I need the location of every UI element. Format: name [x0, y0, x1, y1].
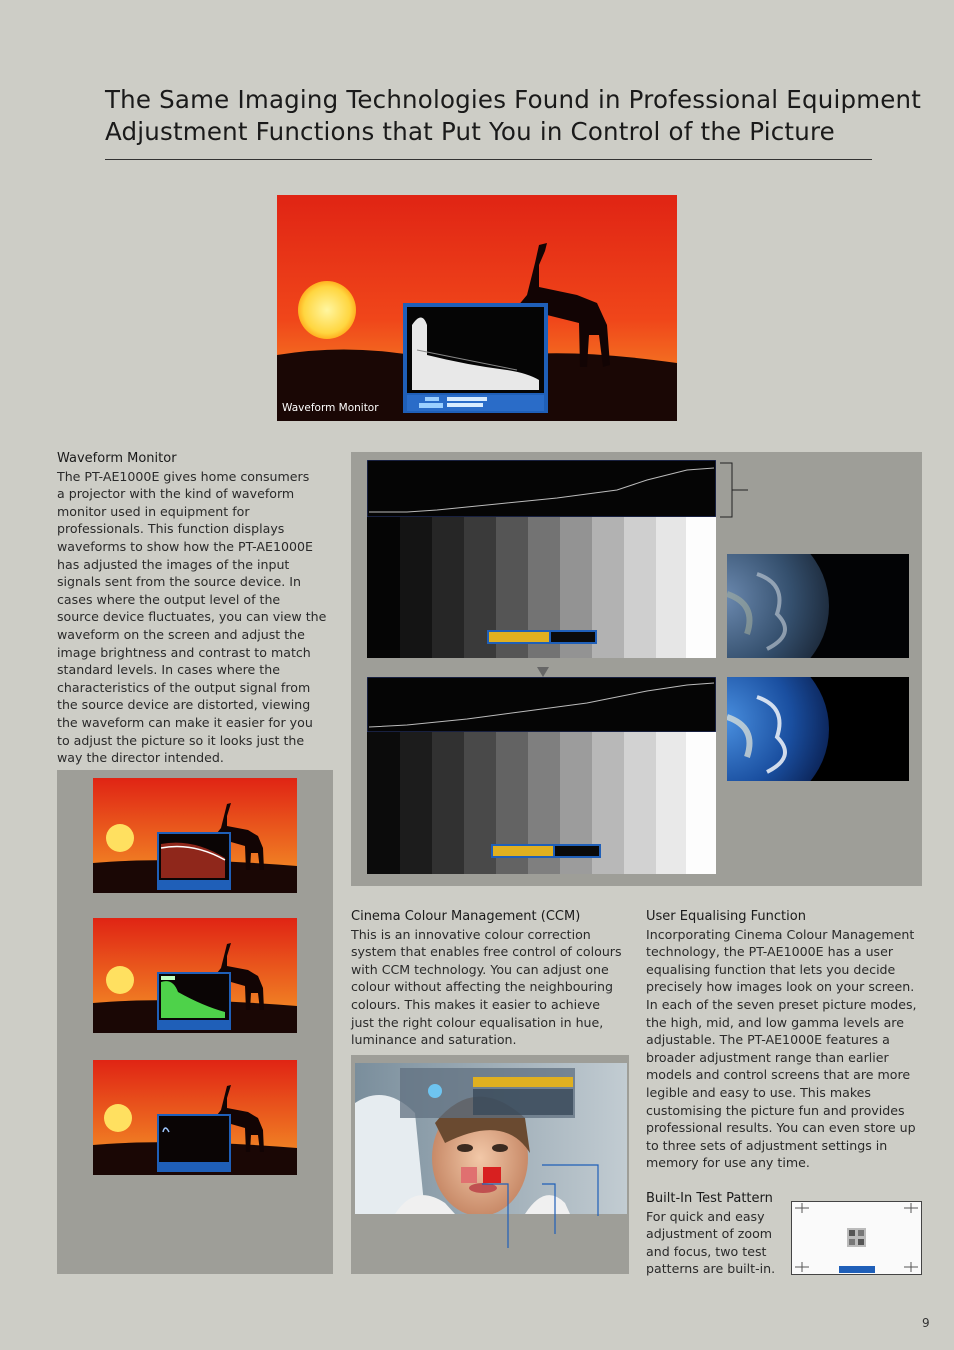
text-line: with CCM technology. You can adjust one	[351, 961, 609, 977]
text-line: the source device are distorted, viewing	[57, 697, 311, 713]
text-line: a projector with the kind of waveform	[57, 486, 295, 502]
text-line: image brightness and contrast to match	[57, 644, 311, 660]
text-line: waveforms to show how the PT-AE1000E	[57, 538, 313, 554]
page-number: 9	[922, 1316, 930, 1330]
waveform-example-2	[93, 918, 297, 1033]
text-line: legible and easy to use. This makes	[646, 1084, 871, 1100]
waveform-title: Waveform Monitor	[57, 451, 177, 466]
text-line: colour without affecting the neighbouring	[351, 979, 614, 995]
page-heading	[105, 84, 922, 148]
ccm-text-block	[351, 908, 636, 1049]
text-line: In each of the seven preset picture modes,	[646, 996, 917, 1012]
waveform-example-1	[93, 778, 297, 893]
heading-line-1: The Same Imaging Technologies Found in Professional Equipment	[105, 85, 922, 114]
sunset-giraffe-illustration	[277, 195, 677, 421]
waveform-example-3	[93, 1060, 297, 1175]
arrow-down-icon	[537, 662, 549, 672]
text-line: colours. This makes it easier to achieve	[351, 996, 601, 1012]
earth-image-after	[727, 677, 909, 781]
text-line: to adjust the picture so it looks just the	[57, 732, 305, 748]
text-line: For quick and easy	[646, 1208, 765, 1224]
text-line: Incorporating Cinema Colour Management	[646, 926, 915, 942]
text-line: broader adjustment range than earlier	[646, 1049, 889, 1065]
ccm-callout-lines	[480, 1164, 600, 1250]
heading-divider	[105, 159, 872, 160]
text-line: and focus, two test	[646, 1243, 767, 1259]
hero-image	[277, 195, 677, 421]
text-line: adjustment of zoom	[646, 1226, 773, 1242]
text-line: The PT-AE1000E gives home consumers	[57, 468, 310, 484]
text-line: to three sets of adjustment settings in	[646, 1137, 888, 1153]
text-line: technology, the PT-AE1000E has a user	[646, 944, 894, 960]
text-line: This is an innovative colour correction	[351, 926, 591, 942]
grayscale-ramp-bottom	[367, 677, 716, 874]
ccm-body	[351, 926, 636, 1049]
user-eq-text-block	[646, 908, 931, 1172]
text-line: memory for use any time.	[646, 1155, 810, 1171]
user-eq-title: User Equalising Function	[646, 909, 806, 924]
test-pattern-image	[791, 1201, 922, 1275]
text-line: equalising function that lets you decide	[646, 961, 896, 977]
hero-caption: Waveform Monitor	[282, 402, 379, 414]
heading-line-2: Adjustment Functions that Put You in Control of the Picture	[105, 117, 835, 146]
text-line: precisely how images look on your screen.	[646, 979, 915, 995]
waveform-body	[57, 468, 342, 767]
text-line: luminance and saturation.	[351, 1032, 517, 1048]
text-line: cases where the output level of the	[57, 591, 281, 607]
user-eq-body	[646, 926, 931, 1172]
text-line: just the right colour equalisation in hue,	[351, 1014, 604, 1030]
text-line: system that enables free control of colours	[351, 944, 622, 960]
text-line: professionals. This function displays	[57, 521, 285, 537]
text-line: source device fluctuates, you can view the	[57, 609, 327, 625]
text-line: models and control screens that are more	[646, 1067, 911, 1083]
text-line: has adjusted the images of the input	[57, 556, 290, 572]
text-line: professional results. You can even store up	[646, 1120, 916, 1136]
test-pattern-body	[646, 1208, 791, 1278]
grayscale-ramp-top	[367, 460, 716, 658]
text-line: the high, mid, and low gamma levels are	[646, 1014, 904, 1030]
text-line: adjustable. The PT-AE1000E features a	[646, 1032, 890, 1048]
text-line: waveform on the screen and adjust the	[57, 626, 305, 642]
earth-image-before	[727, 554, 909, 658]
test-pattern-text-block	[646, 1190, 791, 1278]
text-line: patterns are built-in.	[646, 1261, 776, 1277]
ccm-title: Cinema Colour Management (CCM)	[351, 909, 581, 924]
test-pattern-title: Built-In Test Pattern	[646, 1191, 773, 1206]
text-line: standard levels. In cases where the	[57, 662, 280, 678]
text-line: characteristics of the output signal from	[57, 679, 311, 695]
text-line: monitor used in equipment for	[57, 503, 250, 519]
text-line: customising the picture fun and provides	[646, 1102, 905, 1118]
text-line: signals sent from the source device. In	[57, 574, 301, 590]
bracket-marker	[720, 462, 750, 518]
text-line: way the director intended.	[57, 750, 224, 766]
waveform-text-block	[57, 450, 342, 767]
text-line: the waveform can make it easier for you	[57, 714, 313, 730]
